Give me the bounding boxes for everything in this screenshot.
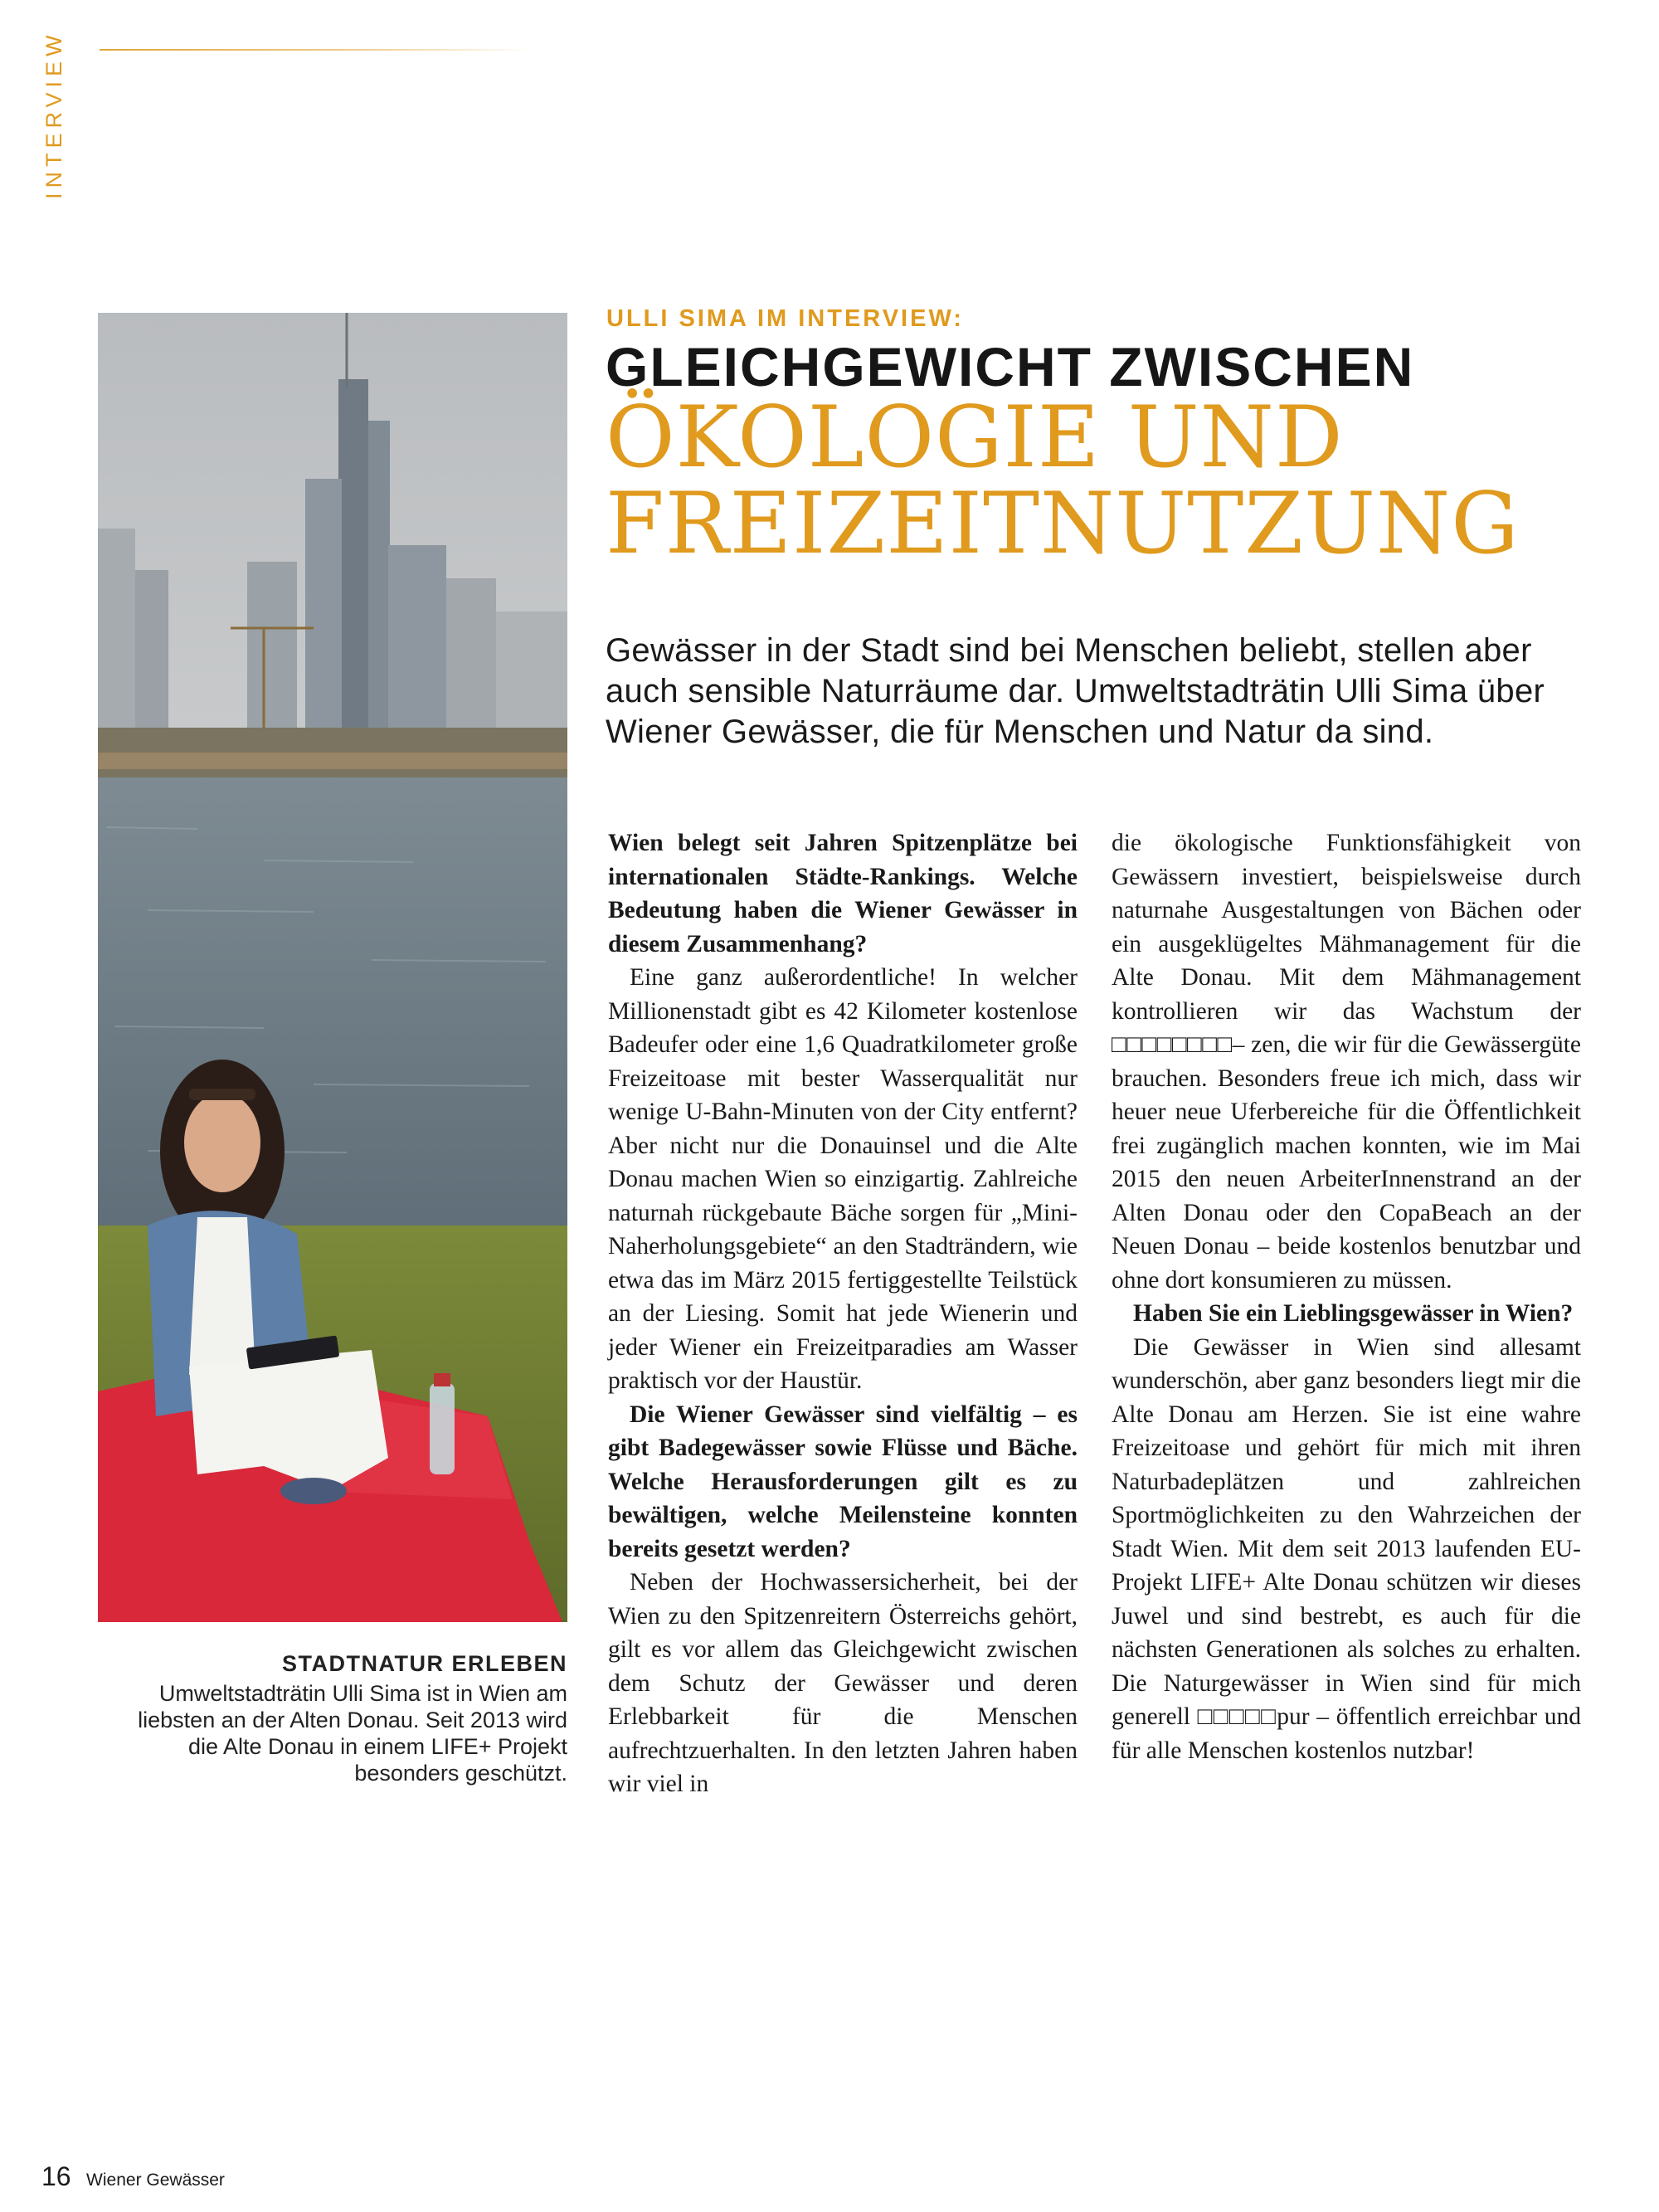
water-bottle	[430, 1383, 455, 1474]
headline-highlight	[606, 388, 1520, 573]
headline-line-3: FREIZEITNUTZUNG	[606, 475, 1520, 573]
photo-caption	[124, 1651, 567, 1786]
headline-line-2: ÖKOLOGIE UND	[606, 388, 1344, 487]
portrait-photo	[98, 313, 567, 1622]
page-footer	[41, 2161, 225, 2192]
article-column-1	[608, 826, 1078, 1801]
interview-question: Die Wiener Gewässer sind vielfältig – es gibt Badegewässer sowie Flüsse und Bäche. Welche Herausforderungen gilt es zu bewältigen, welche Meilensteine konnten bereits gesetzt werden?	[608, 1401, 1078, 1562]
interview-question: Haben Sie ein Lieblingsgewässer in Wien?	[1133, 1300, 1574, 1327]
caption-text: Umweltstadträtin Ulli Sima ist in Wien am liebsten an der Alten Donau. Seit 2013 wird die Alte Donau in einem LIFE+ Projekt besonders geschützt.	[138, 1681, 567, 1786]
article-lead: Gewässer in der Stadt sind bei Menschen beliebt, stellen aber auch sensible Naturräume dar. Umweltstadträtin Ulli Sima über Wiener Gewässer, die für Menschen und Natur da sind.	[606, 632, 1545, 750]
section-label: INTERVIEW	[41, 30, 66, 199]
interview-answer: Die Gewässer in Wien sind allesamt wunderschön, aber ganz besonders liegt mir die Alte Donau am Herzen. Sie ist eine wahre Freizeitoase und gehört für mich mit ihren Naturbadeplätzen und zahlreichen Sportmöglichkeiten zu den Wahrzeichen der Stadt Wien. Mit dem seit 2013 laufenden EU-Projekt LIFE+ Alte Donau schützen wir dieses Juwel und sind bestrebt, es auch für die nächsten Generationen als solches zu erhalten. Die Naturgewässer in Wien sind für mich generell □□□□□pur – öffentlich erreichbar und für alle Menschen kostenlos nutzbar!	[1112, 1333, 1581, 1764]
headline-line-1: GLEICHGEWICHT ZWISCHEN	[606, 336, 1415, 397]
interview-answer: Neben der Hochwassersicherheit, bei der Wien zu den Spitzenreitern Österreichs gehört, gilt es vor allem das Gleichgewicht zwischen dem Schutz der Gewässer und deren Erlebbarkeit für die Menschen aufrechtzuerhalten. In den letzten Jahren haben wir viel in	[608, 1569, 1078, 1797]
interview-question: Wien belegt seit Jahren Spitzenplätze bei internationalen Städte-Rankings. Welche Bedeutung haben die Wiener Gewässer in diesem Zusammenhang?	[608, 830, 1078, 957]
interview-answer-continued: die ökologische Funktionsfähigkeit von Gewässern investiert, beispielsweise durch naturnahe Ausgestaltungen von Bächen oder ein ausgeklügeltes Mähmanagement für die Alte Donau. Mit dem Mähmanagement kontrollieren wir das Wachstum der □□□□□□□□– zen, die wir für die Gewässergüte brauchen. Besonders freue ich mich, dass wir heuer neue Uferbereiche für die Öffentlichkeit frei zugänglich machen konnten, wie im Mai 2015 den neuen ArbeiterInnenstrand an der Alten Donau oder den CopaBeach an der Neuen Donau – beide kostenlos benutzbar und ohne dort konsumieren zu müssen.	[1112, 830, 1581, 1294]
article-column-2	[1112, 826, 1581, 1767]
top-rule-divider	[100, 49, 531, 51]
caption-title: STADTNATUR ERLEBEN	[282, 1651, 567, 1676]
publication-title: Wiener Gewässer	[86, 2171, 225, 2190]
page-number: 16	[41, 2161, 71, 2191]
photo-illustration	[98, 313, 567, 1622]
interview-answer: Eine ganz außerordentliche! In welcher Millionenstadt gibt es 42 Kilometer kostenlose Badeufer oder eine 1,6 Quadratkilometer große Freizeitoase mit bester Wasserqualität nur wenige U-Bahn-Minuten von der City entfernt? Aber nicht nur die Donauinsel und die Alte Donau machen Wien so einzigartig. Zahlreiche naturnah rückgebaute Bäche sorgen für „Mini-Naherholungsgebiete“ an den Stadträndern, wie etwa das im März 2015 fertiggestellte Teilstück an der Liesing. Somit hat jede Wienerin und jeder Wiener ein Freizeitparadies am Wasser praktisch vor der Haustür.	[608, 964, 1078, 1394]
article-kicker: ULLI SIMA IM INTERVIEW:	[606, 305, 964, 332]
